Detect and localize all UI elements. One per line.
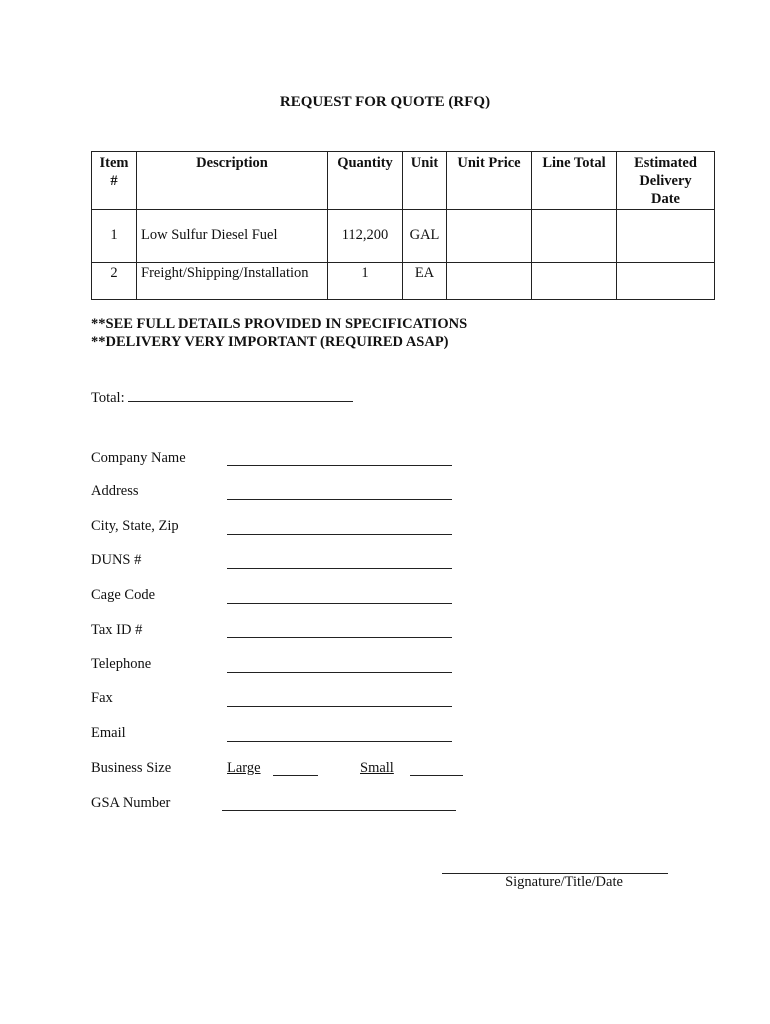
header-description: Description <box>137 152 328 210</box>
tax-id-line[interactable] <box>227 637 452 638</box>
signature-label: Signature/Title/Date <box>505 874 623 890</box>
table-header-row <box>92 152 715 210</box>
document-title: REQUEST FOR QUOTE (RFQ) <box>279 94 491 110</box>
duns-line[interactable] <box>227 568 452 569</box>
header-unit: Unit <box>403 152 447 210</box>
header-unit-price: Unit Price <box>447 152 532 210</box>
city-state-zip-line[interactable] <box>227 534 452 535</box>
row-estimated-delivery[interactable] <box>617 210 715 263</box>
header-estimated-delivery: Estimated Delivery Date <box>617 152 715 210</box>
gsa-number-line[interactable] <box>222 810 456 811</box>
row-unit-price[interactable] <box>447 263 532 300</box>
email-line[interactable] <box>227 741 452 742</box>
gsa-number-label: GSA Number <box>91 795 171 811</box>
row-unit: EA <box>403 263 447 300</box>
company-name-label: Company Name <box>91 450 186 466</box>
row-line-total[interactable] <box>532 210 617 263</box>
company-name-line[interactable] <box>227 465 452 466</box>
header-item: Item # <box>92 152 137 210</box>
row-unit-price[interactable] <box>447 210 532 263</box>
telephone-line[interactable] <box>227 672 452 673</box>
business-size-large-line[interactable] <box>273 775 318 776</box>
total-label: Total: <box>91 390 125 406</box>
city-state-zip-label: City, State, Zip <box>91 518 179 534</box>
business-size-small: Small <box>360 760 394 776</box>
row-estimated-delivery[interactable] <box>617 263 715 300</box>
row-description: Low Sulfur Diesel Fuel <box>137 210 328 263</box>
header-quantity: Quantity <box>328 152 403 210</box>
note-delivery: **DELIVERY VERY IMPORTANT (REQUIRED ASAP) <box>91 334 449 350</box>
business-size-label: Business Size <box>91 760 172 776</box>
business-size-large: Large <box>227 760 261 776</box>
table-row <box>92 210 715 263</box>
address-line[interactable] <box>227 499 452 500</box>
row-unit: GAL <box>403 210 447 263</box>
telephone-label: Telephone <box>91 656 152 672</box>
table-row <box>92 263 715 300</box>
fax-label: Fax <box>91 690 113 706</box>
quote-table <box>91 151 715 300</box>
address-label: Address <box>91 483 139 499</box>
note-specifications: **SEE FULL DETAILS PROVIDED IN SPECIFICATIONS <box>91 316 468 332</box>
total-input-line[interactable] <box>128 387 353 402</box>
row-item: 1 <box>92 210 137 263</box>
header-line-total: Line Total <box>532 152 617 210</box>
row-quantity: 112,200 <box>328 210 403 263</box>
cage-code-label: Cage Code <box>91 587 156 603</box>
business-size-small-line[interactable] <box>410 775 463 776</box>
row-line-total[interactable] <box>532 263 617 300</box>
tax-id-label: Tax ID # <box>91 622 143 638</box>
row-item: 2 <box>92 263 137 300</box>
email-label: Email <box>91 725 126 741</box>
row-quantity: 1 <box>328 263 403 300</box>
fax-line[interactable] <box>227 706 452 707</box>
total-row <box>91 387 353 407</box>
duns-label: DUNS # <box>91 552 142 568</box>
cage-code-line[interactable] <box>227 603 452 604</box>
row-description: Freight/Shipping/Installation <box>137 263 328 300</box>
